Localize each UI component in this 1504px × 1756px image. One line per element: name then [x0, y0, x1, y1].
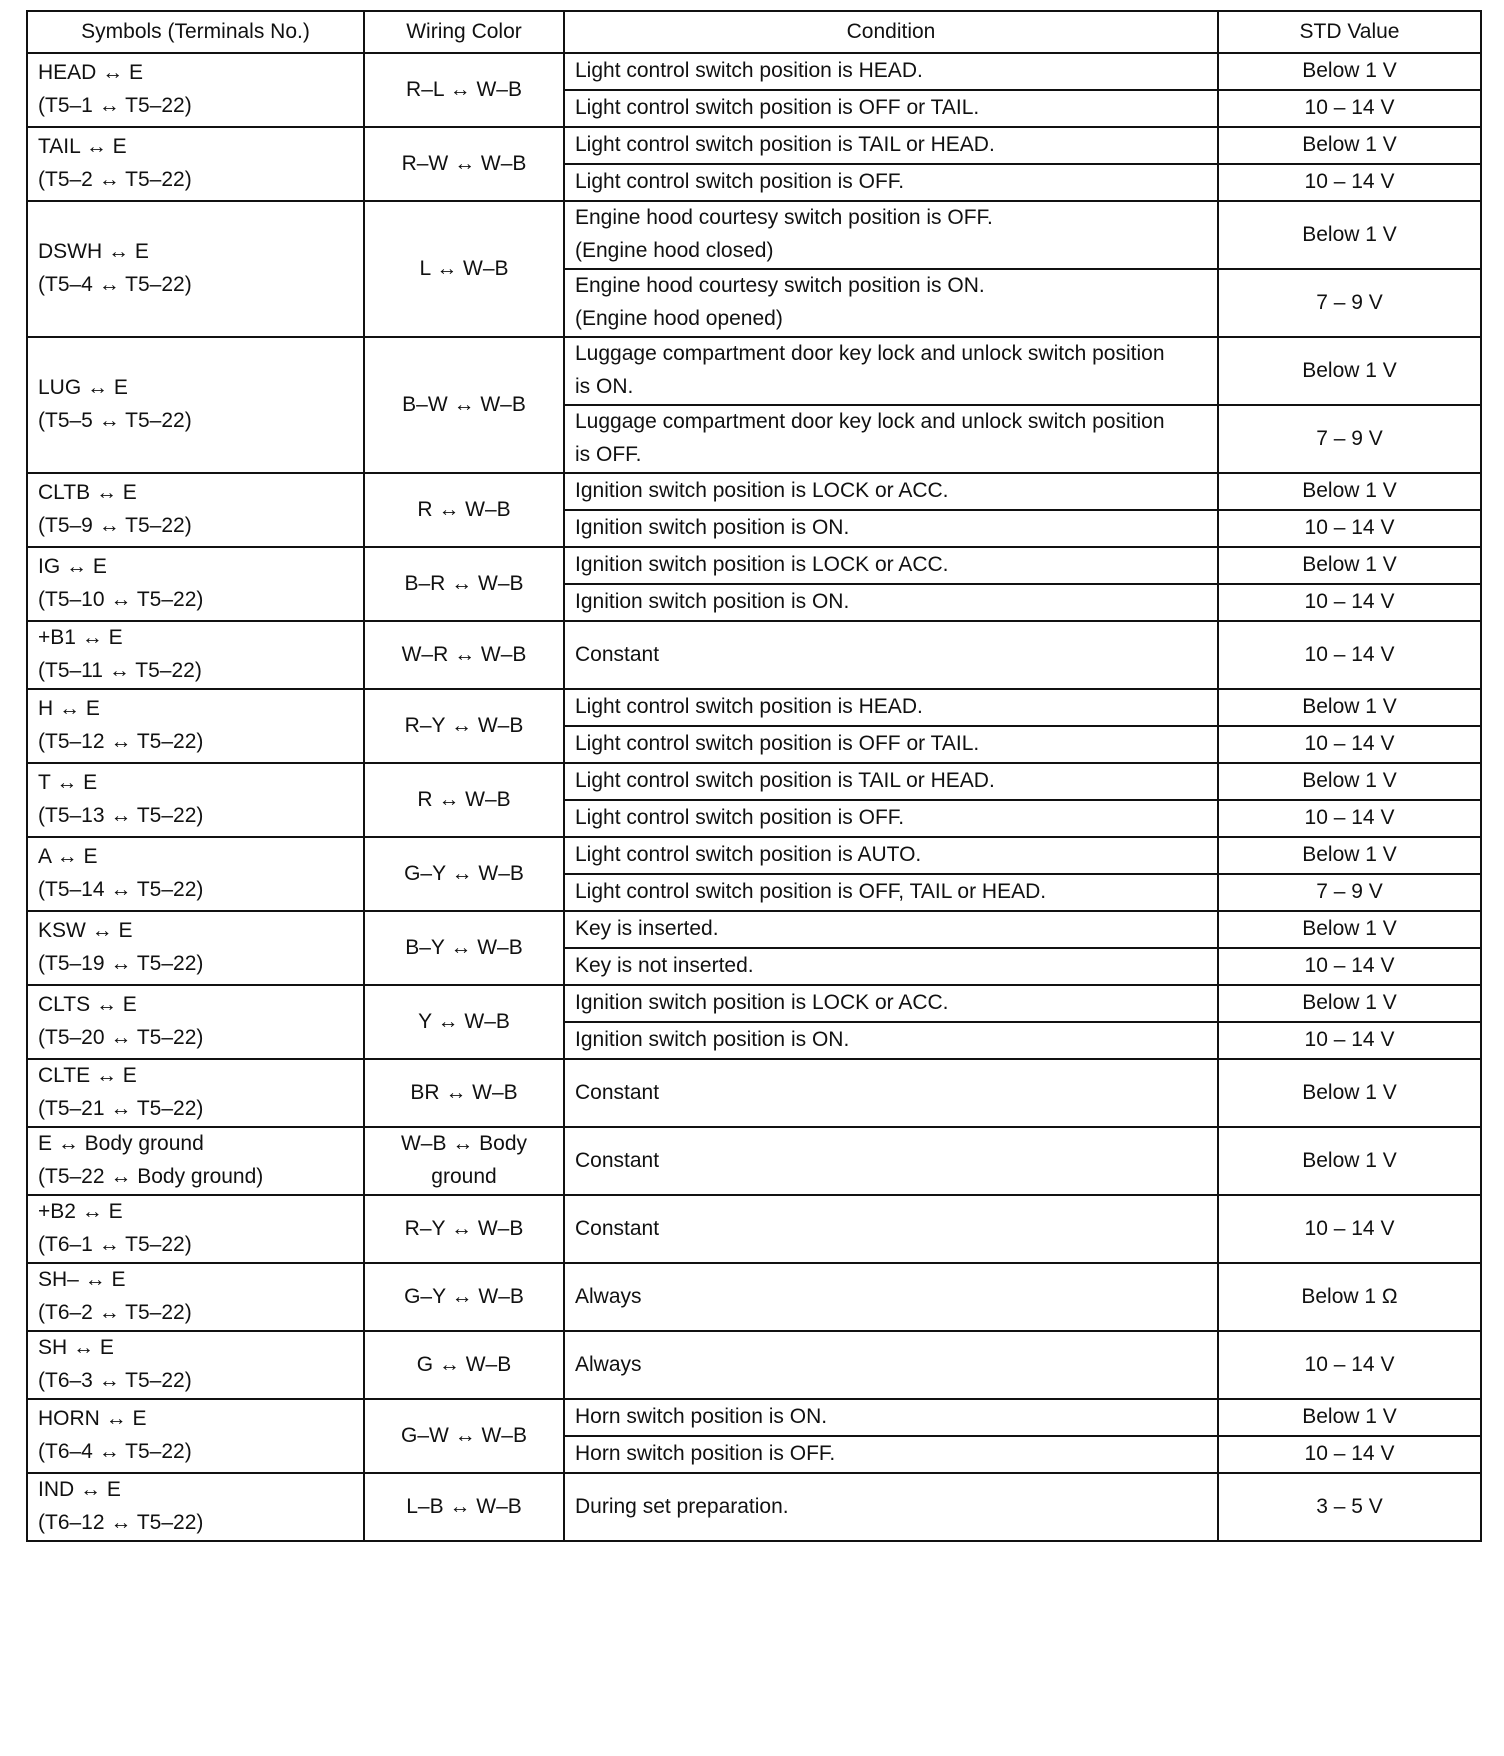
- condition-cell: [564, 911, 1218, 948]
- condition-text: Light control switch position is TAIL or HEAD.: [575, 769, 995, 793]
- wiring-color: R ↔ W–B: [417, 787, 511, 811]
- table-row: [27, 201, 1481, 269]
- std-value-cell: 10 – 14 V: [1218, 726, 1481, 763]
- terminal-numbers: (T6–1 ↔ T5–22): [38, 1233, 192, 1256]
- terminal-numbers: (T5–19 ↔ T5–22): [38, 952, 204, 975]
- std-value-cell: Below 1 V: [1218, 547, 1481, 584]
- condition-text: Always: [575, 1284, 642, 1308]
- symbol-cell: [27, 837, 364, 911]
- table-row: [27, 689, 1481, 726]
- wiring-color: G–Y ↔ W–B: [404, 861, 524, 885]
- symbol-name: H ↔ E: [38, 697, 100, 721]
- condition-cell: [564, 405, 1218, 473]
- condition-text: is ON.: [575, 375, 634, 398]
- wiring-color: R–Y ↔ W–B: [404, 1216, 524, 1240]
- wiring-color: G–Y ↔ W–B: [404, 1284, 524, 1308]
- table-row: [27, 1059, 1481, 1127]
- symbol-cell: [27, 547, 364, 621]
- symbol-name: TAIL ↔ E: [38, 135, 127, 159]
- wiring-color-cell: [364, 911, 564, 985]
- condition-cell: [564, 1331, 1218, 1399]
- condition-cell: [564, 1436, 1218, 1473]
- wiring-color-cell: [364, 621, 564, 689]
- symbol-cell: [27, 1059, 364, 1127]
- wiring-color: R–L ↔ W–B: [406, 77, 522, 101]
- condition-text: Engine hood courtesy switch position is OFF.: [575, 206, 993, 230]
- wiring-color-cell: [364, 473, 564, 547]
- wiring-color: B–Y ↔ W–B: [405, 935, 523, 959]
- condition-text: Key is not inserted.: [575, 954, 754, 978]
- symbol-cell: [27, 763, 364, 837]
- condition-text: Ignition switch position is LOCK or ACC.: [575, 991, 949, 1015]
- symbol-cell: [27, 1473, 364, 1541]
- symbol-cell: [27, 911, 364, 985]
- wiring-color: G–W ↔ W–B: [400, 1423, 527, 1447]
- std-value-cell: Below 1 V: [1218, 53, 1481, 90]
- std-value-cell: Below 1 V: [1218, 837, 1481, 874]
- condition-text: Engine hood courtesy switch position is ON.: [575, 274, 985, 298]
- condition-cell: [564, 90, 1218, 127]
- wiring-color: BR ↔ W–B: [410, 1080, 518, 1104]
- wiring-color-cell: [364, 337, 564, 473]
- condition-cell: [564, 837, 1218, 874]
- terminal-numbers: (T5–22 ↔ Body ground): [38, 1165, 264, 1188]
- wiring-color: ground: [431, 1165, 497, 1188]
- condition-text: Light control switch position is OFF.: [575, 170, 905, 194]
- condition-text: Light control switch position is HEAD.: [575, 695, 923, 719]
- wiring-color-cell: [364, 1195, 564, 1263]
- condition-cell: [564, 1263, 1218, 1331]
- std-value-cell: 10 – 14 V: [1218, 621, 1481, 689]
- condition-text: Ignition switch position is LOCK or ACC.: [575, 553, 949, 577]
- symbol-name: IND ↔ E: [38, 1478, 121, 1502]
- condition-text: Constant: [575, 1148, 660, 1172]
- symbol-cell: [27, 1399, 364, 1473]
- condition-text: Light control switch position is OFF, TAIL or HEAD.: [575, 880, 1047, 904]
- condition-text: Light control switch position is AUTO.: [575, 843, 922, 867]
- symbol-name: CLTS ↔ E: [38, 993, 137, 1017]
- std-value-cell: 3 – 5 V: [1218, 1473, 1481, 1541]
- std-value-cell: Below 1 V: [1218, 1059, 1481, 1127]
- symbol-name: +B1 ↔ E: [38, 626, 123, 650]
- table-row: [27, 337, 1481, 405]
- symbol-name: LUG ↔ E: [38, 376, 128, 400]
- symbol-name: HEAD ↔ E: [38, 61, 144, 85]
- symbol-name: SH ↔ E: [38, 1336, 114, 1360]
- condition-text: Luggage compartment door key lock and unlock switch position: [575, 342, 1165, 366]
- std-value-cell: Below 1 V: [1218, 985, 1481, 1022]
- symbol-cell: [27, 689, 364, 763]
- wiring-color-cell: [364, 763, 564, 837]
- symbol-name: CLTB ↔ E: [38, 481, 137, 505]
- table-row: [27, 1127, 1481, 1195]
- condition-cell: [564, 800, 1218, 837]
- symbol-cell: [27, 127, 364, 201]
- wiring-color-cell: [364, 127, 564, 201]
- std-value-cell: 10 – 14 V: [1218, 1022, 1481, 1059]
- wiring-color-cell: [364, 985, 564, 1059]
- wiring-color: R–W ↔ W–B: [401, 151, 527, 175]
- table-row: [27, 985, 1481, 1022]
- std-value-cell: 10 – 14 V: [1218, 948, 1481, 985]
- condition-text: Horn switch position is ON.: [575, 1405, 828, 1429]
- symbol-name: DSWH ↔ E: [38, 240, 149, 264]
- wiring-color: B–W ↔ W–B: [402, 392, 526, 416]
- condition-cell: [564, 164, 1218, 201]
- condition-cell: [564, 1473, 1218, 1541]
- terminal-numbers: (T5–9 ↔ T5–22): [38, 514, 192, 537]
- terminal-numbers: (T5–4 ↔ T5–22): [38, 273, 192, 296]
- terminal-numbers: (T6–4 ↔ T5–22): [38, 1440, 192, 1463]
- condition-text: Horn switch position is OFF.: [575, 1442, 836, 1466]
- terminal-numbers: (T5–21 ↔ T5–22): [38, 1097, 204, 1120]
- table-header: [27, 11, 1481, 53]
- table-row: [27, 127, 1481, 164]
- terminal-numbers: (T6–2 ↔ T5–22): [38, 1301, 192, 1324]
- symbol-name: HORN ↔ E: [38, 1407, 147, 1431]
- terminal-numbers: (T6–3 ↔ T5–22): [38, 1369, 192, 1392]
- condition-text: is OFF.: [575, 443, 642, 466]
- condition-text: Light control switch position is OFF or TAIL.: [575, 96, 980, 120]
- terminal-numbers: (T5–5 ↔ T5–22): [38, 409, 192, 432]
- wiring-color: R ↔ W–B: [417, 497, 511, 521]
- header-row: [27, 11, 1481, 53]
- condition-text: (Engine hood opened): [575, 307, 783, 330]
- std-value-cell: Below 1 V: [1218, 337, 1481, 405]
- symbol-name: A ↔ E: [38, 845, 98, 869]
- condition-text: Light control switch position is OFF.: [575, 806, 905, 830]
- terminal-numbers: (T5–10 ↔ T5–22): [38, 588, 204, 611]
- std-value-cell: 10 – 14 V: [1218, 1436, 1481, 1473]
- condition-text: Constant: [575, 1216, 660, 1240]
- table-row: [27, 1195, 1481, 1263]
- condition-text: Ignition switch position is ON.: [575, 590, 850, 614]
- wiring-color-cell: [364, 1473, 564, 1541]
- wiring-color-cell: [364, 1127, 564, 1195]
- symbol-cell: [27, 53, 364, 127]
- wiring-color: L–B ↔ W–B: [406, 1494, 522, 1518]
- symbol-name: CLTE ↔ E: [38, 1064, 137, 1088]
- condition-cell: [564, 985, 1218, 1022]
- header-wiring-color: Wiring Color: [364, 11, 564, 53]
- condition-text: During set preparation.: [575, 1494, 789, 1518]
- std-value-cell: 7 – 9 V: [1218, 269, 1481, 337]
- wiring-color: Y ↔ W–B: [418, 1009, 510, 1033]
- wiring-color-cell: [364, 837, 564, 911]
- condition-text: Constant: [575, 1080, 660, 1104]
- condition-cell: [564, 1399, 1218, 1436]
- table-row: [27, 1473, 1481, 1541]
- symbol-cell: [27, 473, 364, 547]
- std-value-cell: 10 – 14 V: [1218, 90, 1481, 127]
- symbol-name: E ↔ Body ground: [38, 1132, 204, 1156]
- condition-cell: [564, 689, 1218, 726]
- std-value-cell: Below 1 V: [1218, 1127, 1481, 1195]
- table-row: [27, 621, 1481, 689]
- condition-text: Ignition switch position is ON.: [575, 1028, 850, 1052]
- symbol-cell: [27, 621, 364, 689]
- table-row: [27, 1331, 1481, 1399]
- condition-text: Constant: [575, 642, 660, 666]
- symbol-name: T ↔ E: [38, 771, 98, 795]
- table-row: [27, 763, 1481, 800]
- condition-cell: [564, 621, 1218, 689]
- std-value-cell: Below 1 V: [1218, 473, 1481, 510]
- std-value-cell: 7 – 9 V: [1218, 874, 1481, 911]
- condition-cell: [564, 1195, 1218, 1263]
- condition-cell: [564, 1022, 1218, 1059]
- terminal-numbers: (T5–1 ↔ T5–22): [38, 94, 192, 117]
- condition-text: Light control switch position is HEAD.: [575, 59, 923, 83]
- condition-cell: [564, 584, 1218, 621]
- wiring-color-cell: [364, 1331, 564, 1399]
- std-value-cell: 10 – 14 V: [1218, 1195, 1481, 1263]
- std-value-cell: 10 – 14 V: [1218, 800, 1481, 837]
- std-value-cell: Below 1 V: [1218, 911, 1481, 948]
- std-value-cell: 10 – 14 V: [1218, 584, 1481, 621]
- table-row: [27, 911, 1481, 948]
- std-value-cell: 7 – 9 V: [1218, 405, 1481, 473]
- header-std-value: STD Value: [1218, 11, 1481, 53]
- table-row: [27, 1263, 1481, 1331]
- symbol-name: IG ↔ E: [38, 555, 107, 579]
- terminal-numbers: (T5–20 ↔ T5–22): [38, 1026, 204, 1049]
- condition-cell: [564, 726, 1218, 763]
- wiring-color-cell: [364, 53, 564, 127]
- wiring-color: L ↔ W–B: [419, 256, 509, 280]
- condition-text: Light control switch position is OFF or TAIL.: [575, 732, 980, 756]
- table-row: [27, 1399, 1481, 1436]
- table-body: [27, 53, 1481, 1541]
- symbol-cell: [27, 985, 364, 1059]
- wiring-color: R–Y ↔ W–B: [404, 713, 524, 737]
- condition-cell: [564, 269, 1218, 337]
- terminal-numbers: (T5–13 ↔ T5–22): [38, 804, 204, 827]
- terminal-numbers: (T5–14 ↔ T5–22): [38, 878, 204, 901]
- condition-cell: [564, 53, 1218, 90]
- std-value-cell: 10 – 14 V: [1218, 1331, 1481, 1399]
- wiring-color-cell: [364, 547, 564, 621]
- terminal-spec-table: [26, 10, 1482, 1542]
- symbol-cell: [27, 1263, 364, 1331]
- header-condition: Condition: [564, 11, 1218, 53]
- table-row: [27, 53, 1481, 90]
- condition-cell: [564, 201, 1218, 269]
- symbol-name: +B2 ↔ E: [38, 1200, 123, 1224]
- std-value-cell: Below 1 V: [1218, 763, 1481, 800]
- std-value-cell: Below 1 V: [1218, 127, 1481, 164]
- wiring-color: B–R ↔ W–B: [404, 571, 524, 595]
- wiring-color-cell: [364, 689, 564, 763]
- condition-cell: [564, 948, 1218, 985]
- wiring-color-cell: [364, 1399, 564, 1473]
- std-value-cell: Below 1 V: [1218, 201, 1481, 269]
- symbol-cell: [27, 1331, 364, 1399]
- condition-cell: [564, 1127, 1218, 1195]
- symbol-name: SH– ↔ E: [38, 1268, 126, 1292]
- header-symbols: Symbols (Terminals No.): [27, 11, 364, 53]
- std-value-cell: 10 – 14 V: [1218, 510, 1481, 547]
- condition-text: Key is inserted.: [575, 917, 719, 941]
- table-row: [27, 547, 1481, 584]
- std-value-cell: 10 – 14 V: [1218, 164, 1481, 201]
- condition-cell: [564, 547, 1218, 584]
- wiring-color: W–B ↔ Body: [400, 1132, 528, 1156]
- condition-cell: [564, 763, 1218, 800]
- condition-cell: [564, 127, 1218, 164]
- terminal-numbers: (T5–2 ↔ T5–22): [38, 168, 192, 191]
- table-row: [27, 837, 1481, 874]
- condition-text: (Engine hood closed): [575, 239, 774, 262]
- condition-text: Ignition switch position is ON.: [575, 516, 850, 540]
- wiring-color-cell: [364, 201, 564, 337]
- symbol-cell: [27, 337, 364, 473]
- wiring-color: W–R ↔ W–B: [401, 642, 527, 666]
- condition-cell: [564, 510, 1218, 547]
- symbol-cell: [27, 1127, 364, 1195]
- condition-text: Luggage compartment door key lock and unlock switch position: [575, 410, 1165, 434]
- terminal-numbers: (T5–12 ↔ T5–22): [38, 730, 204, 753]
- std-value-cell: Below 1 V: [1218, 1399, 1481, 1436]
- symbol-cell: [27, 1195, 364, 1263]
- condition-cell: [564, 337, 1218, 405]
- wiring-color: G ↔ W–B: [416, 1352, 512, 1376]
- table-row: [27, 473, 1481, 510]
- condition-cell: [564, 473, 1218, 510]
- symbol-name: KSW ↔ E: [38, 919, 133, 943]
- symbol-cell: [27, 201, 364, 337]
- condition-text: Light control switch position is TAIL or HEAD.: [575, 133, 995, 157]
- std-value-cell: Below 1 V: [1218, 689, 1481, 726]
- wiring-color-cell: [364, 1059, 564, 1127]
- wiring-color-cell: [364, 1263, 564, 1331]
- std-value-cell: Below 1 Ω: [1218, 1263, 1481, 1331]
- condition-text: Always: [575, 1352, 642, 1376]
- condition-cell: [564, 1059, 1218, 1127]
- condition-text: Ignition switch position is LOCK or ACC.: [575, 479, 949, 503]
- terminal-numbers: (T5–11 ↔ T5–22): [38, 659, 202, 682]
- terminal-numbers: (T6–12 ↔ T5–22): [38, 1511, 204, 1534]
- condition-cell: [564, 874, 1218, 911]
